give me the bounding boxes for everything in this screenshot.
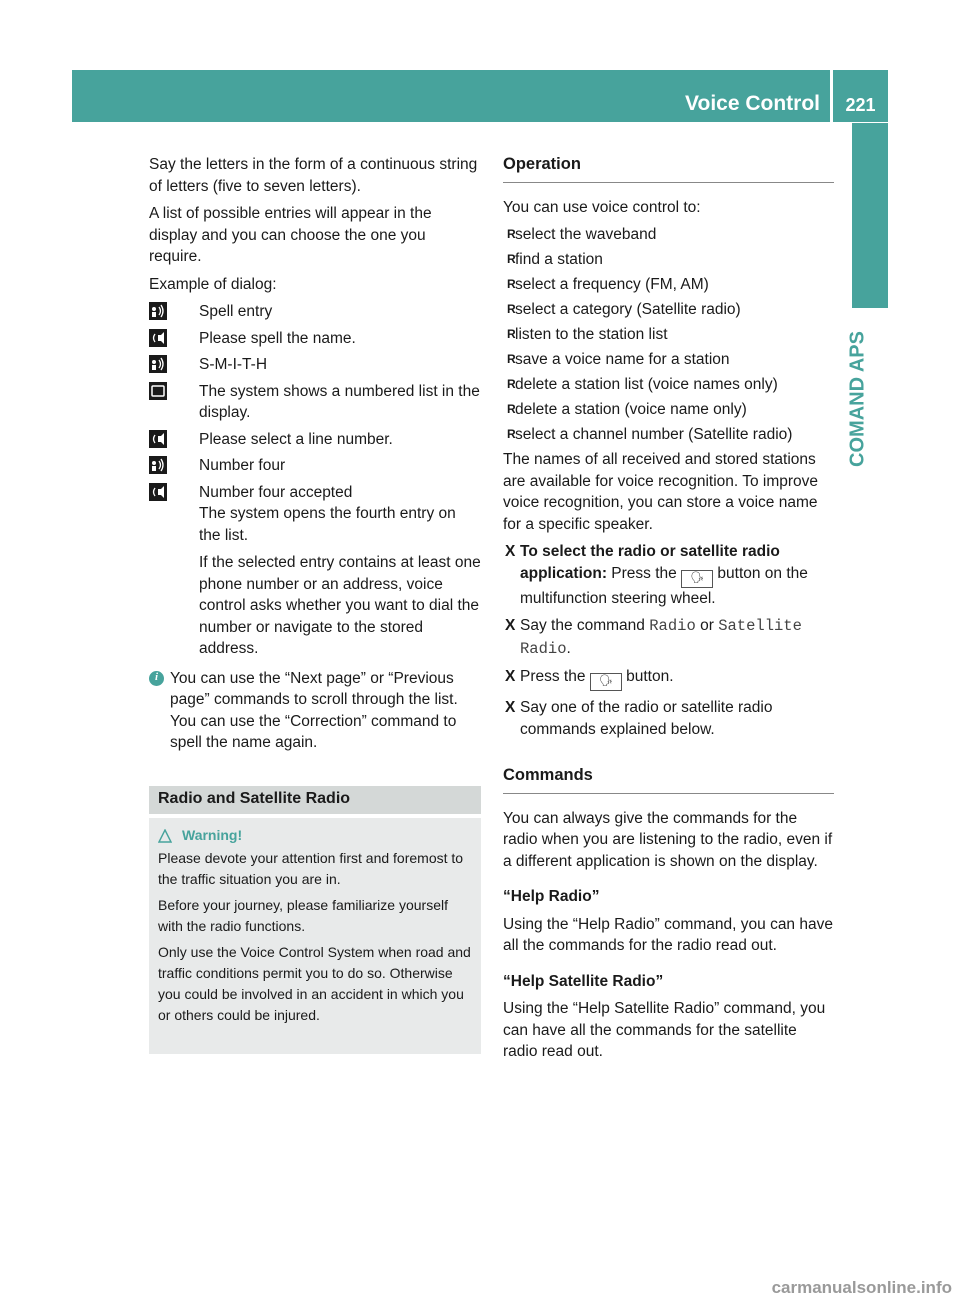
help-satellite-heading: “Help Satellite Radio” (503, 972, 664, 990)
system-speech-icon (149, 483, 167, 501)
dialog-row: S-M-I-T-H (149, 354, 481, 376)
section-title: Radio and Satellite Radio (158, 790, 351, 807)
dialog-row: The system shows a numbered list in the display. (149, 381, 481, 424)
info-note: i You can use the “Next page” or “Previous page” commands to scroll through the list. You can use the “Correction” command to spell the name again. (149, 668, 481, 754)
help-satellite-text: Using the “Help Satellite Radio” command, you can have all the commands for the satellite radio read out. (503, 1000, 826, 1060)
dialog-continuation: If the selected entry contains at least one phone number or an address, voice control asks whether you want to dial the number or navigate to the stored address. (199, 554, 481, 657)
dialog-row: Please spell the name. (149, 328, 481, 350)
dialog-continuation: The system opens the fourth entry on the list. (199, 505, 456, 544)
operation-heading: Operation (503, 154, 834, 183)
list-item: R select a channel number (Satellite radio) (507, 426, 793, 443)
list-item: R select a frequency (FM, AM) (507, 276, 709, 293)
intro-para-2: A list of possible entries will appear in the display and you can choose the one you require. (149, 205, 432, 265)
user-speech-icon (149, 302, 167, 320)
instruction-step: X Say one of the radio or satellite radio commands explained below. (505, 699, 773, 738)
chapter-label: COMAND APS (846, 331, 869, 467)
right-column (503, 154, 834, 1069)
list-item: R save a voice name for a station (507, 351, 730, 368)
list-item: R select a category (Satellite radio) (507, 301, 741, 318)
intro-para-1: Say the letters in the form of a continuous string of letters (five to seven letters). (149, 156, 478, 195)
list-item: R listen to the station list (507, 326, 668, 343)
info-icon: i (149, 671, 164, 686)
list-item: R find a station (507, 251, 603, 268)
watermark: carmanualsonline.info (771, 1278, 952, 1297)
commands-intro: You can always give the commands for the radio when you are listening to the radio, even if a different application is shown on the display. (503, 809, 833, 870)
intro-para-3: Example of dialog: (149, 275, 277, 293)
warning-para: Only use the Voice Control System when road and traffic conditions permit you to do so. Otherwise you could be involved in an accident in which you or others could be injured. (158, 944, 471, 1023)
system-speech-icon (149, 329, 167, 347)
help-radio-text: Using the “Help Radio” command, you can have all the commands for the radio read out. (503, 915, 833, 954)
warning-para: Before your journey, please familiarize yourself with the radio functions. (158, 897, 448, 934)
warning-triangle-icon (158, 829, 172, 843)
operation-intro: You can use voice control to: (503, 198, 701, 216)
page-title: Voice Control (685, 92, 820, 115)
instruction-step: X Press the 🗣 button. (503, 666, 834, 691)
user-speech-icon (149, 355, 167, 373)
page-number: 221 (845, 95, 876, 115)
left-column (149, 154, 481, 754)
dialog-row: Please select a line number. (149, 429, 481, 451)
voice-button-icon: 🗣 (681, 570, 713, 588)
warning-para: Please devote your attention first and foremost to the traffic situation you are in. (158, 850, 464, 887)
chapter-tab (852, 123, 888, 308)
instruction-step: X To select the radio or satellite radio application: Press the 🗣 button on the multifunction steering wheel. (505, 543, 808, 607)
names-para: The names of all received and stored stations are available for voice recognition. To improve voice recognition, you can store a voice name for a specific speaker. (503, 451, 819, 533)
list-item: R select the waveband (507, 226, 657, 243)
list-item: R delete a station list (voice names only) (507, 376, 778, 393)
list-item: R delete a station (voice name only) (507, 401, 747, 418)
user-speech-icon (149, 456, 167, 474)
warning-content (158, 825, 474, 1031)
voice-button-icon: 🗣 (590, 673, 622, 691)
dialog-row: Number four accepted The system opens the fourth entry on the list. If the selected entry contains at least one phone number or an address, voice control asks whether you want to dial the number or navigate to the stored address. (149, 482, 481, 660)
system-speech-icon (149, 430, 167, 448)
commands-heading: Commands (503, 765, 834, 794)
dialog-row: Spell entry (149, 301, 481, 323)
display-icon (149, 382, 167, 400)
page-number-box (833, 70, 888, 122)
dialog-row: Number four (149, 455, 481, 477)
help-radio-heading: “Help Radio” (503, 888, 600, 905)
warning-title: Warning! (182, 827, 243, 843)
instruction-step: X Say the command Radio or Satellite Radio. (505, 617, 802, 658)
